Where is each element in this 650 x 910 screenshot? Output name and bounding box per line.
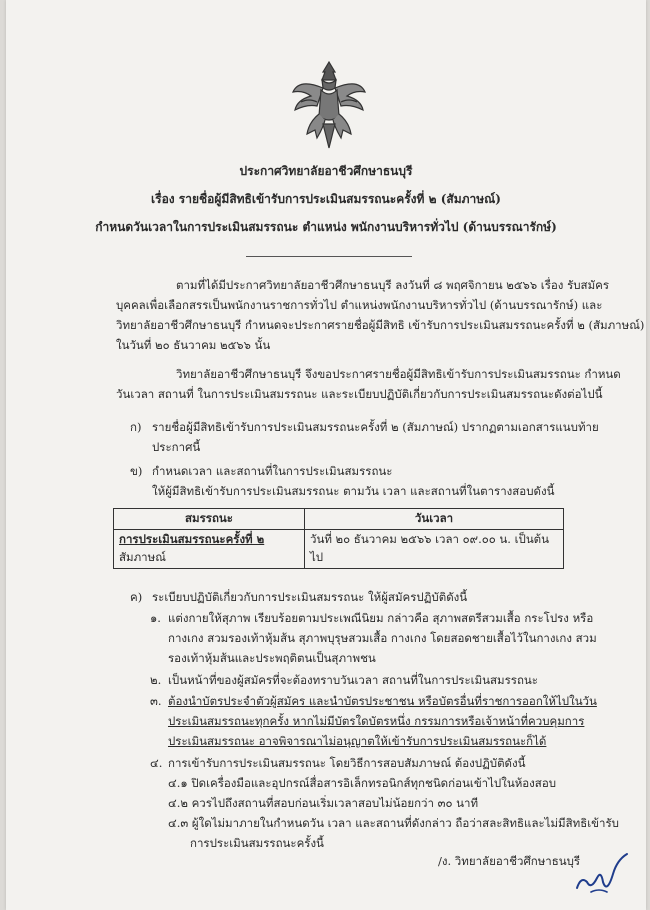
item-b-line1: กำหนดเวลา และสถานที่ในการประเมินสมรรถนะ [152, 464, 393, 478]
item-a-marker: ก) [130, 420, 142, 434]
table-row [114, 530, 564, 569]
paragraph2-line2: วันเวลา สถานที่ ในการประเมินสมรรถนะ และระเบียบปฏิบัติเกี่ยวกับการประเมินสมรรถนะดังต่อไปนี้ [116, 387, 603, 401]
rule4-sub1: ๔.๑ ปิดเครื่องมือและอุปกรณ์สื่อสารอิเล็กทรอนิกส์ทุกชนิดก่อนเข้าไปในห้องสอบ [168, 776, 557, 790]
next-page-reference: /ง. วิทยาลัยอาชีวศึกษาธนบุรี [438, 854, 581, 868]
table-header-competency: สมรรถนะ [114, 509, 305, 530]
handwritten-signature [571, 848, 633, 898]
rule3-line1: ต้องนำบัตรประจำตัวผู้สมัคร และนำบัตรประชาชน หรือบัตรอื่นที่ราชการออกให้ไปในวัน [168, 694, 597, 708]
rule1-number: ๑. [150, 611, 161, 625]
document-page [6, 0, 646, 910]
rule1-line3: รองเท้าหุ้มส้นและประพฤติตนเป็นสุภาพชน [168, 651, 376, 665]
table-row-subtitle: สัมภาษณ์ [119, 550, 166, 564]
table-cell-datetime: วันที่ ๒๐ ธันวาคม ๒๕๖๖ เวลา ๐๙.๐๐ น. เป็นต้นไป [305, 530, 564, 569]
rule3-number: ๓. [150, 694, 162, 708]
garuda-emblem [289, 58, 369, 150]
item-a-line2: ประกาศนี้ [152, 440, 201, 454]
table-header-datetime: วันเวลา [305, 509, 564, 530]
item-b-line2: ให้ผู้มีสิทธิเข้ารับการประเมินสมรรถนะ ตามวัน เวลา และสถานที่ในตารางสอบดังนี้ [152, 484, 555, 498]
paragraph1-line3: วิทยาลัยอาชีวศึกษาธนบุรี กำหนดจะประกาศรายชื่อผู้มีสิทธิ เข้ารับการประเมินสมรรถนะครั้งที่ ๒ (สัมภาษณ์) [116, 318, 645, 332]
schedule-table [113, 508, 564, 569]
rule3-line3: ประเมินสมรรถนะ อาจพิจารณาไม่อนุญาตให้เข้ารับการประเมินสมรรถนะก็ได้ [168, 734, 547, 748]
rule4-sub3: ๔.๓ ผู้ใดไม่มาภายในกำหนดวัน เวลา และสถานที่ดังกล่าว ถือว่าสละสิทธิและไม่มีสิทธิเข้ารับ [168, 816, 619, 830]
table-header-row [114, 509, 564, 530]
rule4-text: การเข้ารับการประเมินสมรรถนะ โดยวิธีการสอบสัมภาษณ์ ต้องปฏิบัติดังนี้ [168, 756, 526, 770]
announcement-schedule-line: กำหนดวันเวลาในการประเมินสมรรถนะ ตำแหน่ง พนักงานบริหารทั่วไป (ด้านบรรณารักษ์) [95, 220, 557, 234]
rule2-number: ๒. [150, 673, 162, 687]
rule3-line2: ประเมินสมรรถนะทุกครั้ง หากไม่มีบัตรใดบัตรหนึ่ง กรรมการหรือเจ้าหน้าที่ควบคุมการ [168, 714, 585, 728]
item-c-intro: ระเบียบปฏิบัติเกี่ยวกับการประเมินสมรรถนะ ให้ผู้สมัครปฏิบัติดังนี้ [152, 590, 468, 604]
announcement-org: ประกาศวิทยาลัยอาชีวศึกษาธนบุรี [239, 164, 413, 178]
heading-divider [246, 256, 412, 257]
rule1-line2: กางเกง สวมรองเท้าหุ้มส้น สุภาพบุรุษสวมเสื้อ กางเกง โดยสอดชายเสื้อไว้ในกางเกง สวม [168, 631, 597, 645]
paragraph2-line1: วิทยาลัยอาชีวศึกษาธนบุรี จึงขอประกาศรายชื่อผู้มีสิทธิเข้ารับการประเมินสมรรถนะ กำหนด [176, 367, 621, 381]
rule4-sub2: ๔.๒ ควรไปถึงสถานที่สอบก่อนเริ่มเวลาสอบไม่น้อยกว่า ๓๐ นาที [168, 796, 479, 810]
paragraph1-line4: ในวันที่ ๒๐ ธันวาคม ๒๕๖๖ นั้น [116, 338, 271, 352]
paragraph1-line1: ตามที่ได้มีประกาศวิทยาลัยอาชีวศึกษาธนบุรี ลงวันที่ ๘ พฤศจิกายน ๒๕๖๖ เรื่อง รับสมัคร [176, 278, 610, 292]
item-a-line1: รายชื่อผู้มีสิทธิเข้ารับการประเมินสมรรถนะครั้งที่ ๒ (สัมภาษณ์) ปรากฏตามเอกสารแนบท้าย [152, 420, 599, 434]
announcement-subject: เรื่อง รายชื่อผู้มีสิทธิเข้ารับการประเมินสมรรถนะครั้งที่ ๒ (สัมภาษณ์) [151, 192, 501, 206]
rule1-line1: แต่งกายให้สุภาพ เรียบร้อยตามประเพณีนิยม กล่าวคือ สุภาพสตรีสวมเสื้อ กระโปรง หรือ [168, 611, 594, 625]
rule4-sub3-cont: การประเมินสมรรถนะครั้งนี้ [190, 836, 324, 850]
rule2-text: เป็นหน้าที่ของผู้สมัครที่จะต้องทราบวันเวลา สถานที่ในการประเมินสมรรถนะ [168, 673, 538, 687]
rule4-number: ๔. [150, 756, 163, 770]
item-b-marker: ข) [130, 464, 143, 478]
paragraph1-line2: บุคคลเพื่อเลือกสรรเป็นพนักงานราชการทั่วไป ตำแหน่งพนักงานบริหารทั่วไป (ด้านบรรณารักษ์) และ [116, 298, 603, 312]
table-row-title: การประเมินสมรรถนะครั้งที่ ๒ [119, 532, 265, 546]
table-cell-competency [114, 530, 305, 569]
item-c-marker: ค) [130, 590, 143, 604]
